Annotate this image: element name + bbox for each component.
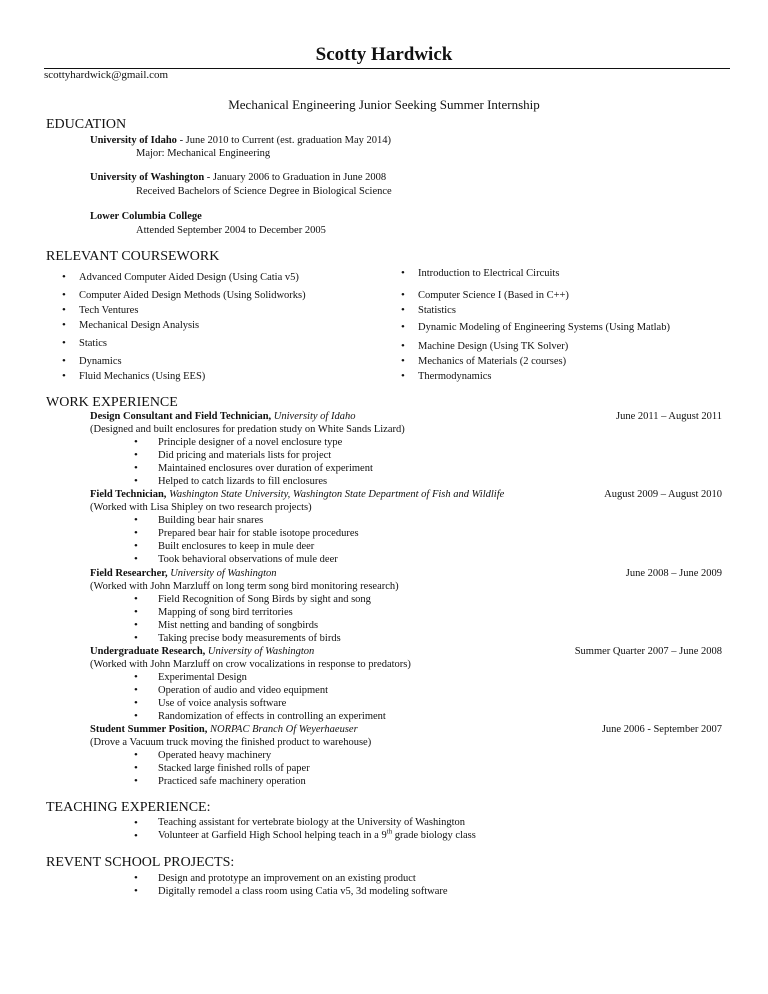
- bullet-icon: •: [134, 872, 138, 884]
- bullet-icon: •: [62, 337, 66, 349]
- course-item: Machine Design (Using TK Solver): [418, 341, 569, 352]
- bullet-icon: •: [62, 271, 66, 283]
- school-name: University of Idaho: [90, 135, 177, 146]
- job-organization: NORPAC Branch Of Weyerhaeuser: [207, 724, 358, 735]
- education-entry-3: [90, 211, 202, 222]
- bullet-icon: •: [401, 340, 405, 352]
- job-title-line: [90, 411, 355, 422]
- projects-heading: REVENT SCHOOL PROJECTS:: [46, 855, 235, 870]
- bullet-icon: •: [62, 370, 66, 382]
- bullet-icon: •: [134, 527, 138, 539]
- job-dates: June 2008 – June 2009: [625, 568, 722, 579]
- job-bullet: Principle designer of a novel enclosure type: [158, 437, 343, 448]
- job-bullet: Building bear hair snares: [158, 515, 264, 526]
- job-bullet: Use of voice analysis software: [158, 698, 287, 709]
- course-item: Fluid Mechanics (Using EES): [79, 371, 206, 382]
- job-bullet: Field Recognition of Song Birds by sight and song: [158, 594, 371, 605]
- bullet-icon: •: [62, 355, 66, 367]
- job-title: Design Consultant and Field Technician,: [90, 411, 272, 422]
- bullet-icon: •: [134, 762, 138, 774]
- bullet-icon: •: [134, 885, 138, 897]
- job-bullet: Mist netting and banding of songbirds: [158, 620, 319, 631]
- bullet-icon: •: [134, 632, 138, 644]
- email-address[interactable]: scottyhardwick@gmail.com: [44, 69, 169, 81]
- job-bullet: Stacked large finished rolls of paper: [158, 763, 310, 774]
- course-item: Computer Aided Design Methods (Using Solidworks): [79, 290, 306, 301]
- education-heading: EDUCATION: [46, 117, 127, 132]
- bullet-icon: •: [134, 593, 138, 605]
- resume-name: Scotty Hardwick: [315, 44, 453, 65]
- bullet-icon: •: [401, 370, 405, 382]
- teaching-text: grade biology class: [392, 830, 476, 841]
- school-detail: Major: Mechanical Engineering: [136, 148, 271, 159]
- course-item: Statistics: [418, 305, 456, 316]
- objective: Mechanical Engineering Junior Seeking Summer Internship: [228, 97, 540, 112]
- bullet-icon: •: [134, 710, 138, 722]
- work-heading: WORK EXPERIENCE: [46, 395, 178, 410]
- school-detail: Attended September 2004 to December 2005: [136, 225, 326, 236]
- course-item: Computer Science I (Based in C++): [418, 290, 569, 301]
- job-title: Field Technician,: [90, 489, 167, 500]
- bullet-icon: •: [134, 775, 138, 787]
- course-item: Mechanics of Materials (2 courses): [418, 356, 567, 367]
- job-dates: June 2006 - September 2007: [601, 724, 722, 735]
- bullet-icon: •: [401, 304, 405, 316]
- job-description: (Designed and built enclosures for predation study on White Sands Lizard): [90, 424, 405, 435]
- job-bullet: Did pricing and materials lists for project: [158, 450, 332, 461]
- bullet-icon: •: [134, 684, 138, 696]
- bullet-icon: •: [62, 304, 66, 316]
- school-detail: Received Bachelors of Science Degree in Biological Science: [136, 186, 392, 197]
- course-item: Dynamics: [79, 356, 122, 367]
- job-bullet: Prepared bear hair for stable isotope procedures: [158, 528, 359, 539]
- job-description: (Drove a Vacuum truck moving the finished product to warehouse): [90, 737, 372, 748]
- job-bullet: Helped to catch lizards to fill enclosures: [158, 476, 328, 487]
- job-organization: University of Washington: [167, 568, 277, 579]
- bullet-icon: •: [134, 697, 138, 709]
- course-item: Tech Ventures: [79, 305, 139, 316]
- superscript: th: [386, 827, 393, 836]
- project-item: Digitally remodel a class room using Catia v5, 3d modeling software: [158, 886, 448, 897]
- coursework-heading: RELEVANT COURSEWORK: [46, 249, 220, 264]
- bullet-icon: •: [401, 321, 405, 333]
- job-organization: Washington State University, Washington State Department of Fish and Wildlife: [166, 489, 505, 500]
- job-bullet: Experimental Design: [158, 672, 247, 683]
- job-bullet: Taking precise body measurements of birds: [158, 633, 341, 644]
- education-entry-2: [90, 172, 386, 183]
- job-bullet: Built enclosures to keep in mule deer: [158, 541, 315, 552]
- school-name: Lower Columbia College: [90, 211, 202, 222]
- course-item: Dynamic Modeling of Engineering Systems (Using Matlab): [418, 322, 670, 333]
- bullet-icon: •: [134, 514, 138, 526]
- job-title-line: [90, 724, 358, 735]
- school-dates: - January 2006 to Graduation in June 2008: [204, 172, 387, 183]
- bullet-icon: •: [134, 436, 138, 448]
- job-bullet: Operated heavy machinery: [158, 750, 272, 761]
- job-dates: Summer Quarter 2007 – June 2008: [574, 646, 722, 657]
- job-description: (Worked with John Marzluff on crow vocalizations in response to predators): [90, 659, 411, 670]
- bullet-icon: •: [134, 606, 138, 618]
- course-item: Introduction to Electrical Circuits: [418, 268, 560, 279]
- teaching-text: Volunteer at Garfield High School helping teach in a 9: [158, 830, 387, 841]
- teaching-item: Teaching assistant for vertebrate biology at the University of Washington: [158, 817, 466, 828]
- bullet-icon: •: [134, 817, 138, 829]
- project-item: Design and prototype an improvement on an existing product: [158, 873, 416, 884]
- bullet-icon: •: [134, 830, 138, 842]
- job-bullet: Took behavioral observations of mule deer: [158, 554, 338, 565]
- course-item: Advanced Computer Aided Design (Using Catia v5): [79, 272, 299, 283]
- job-description: (Worked with Lisa Shipley on two research projects): [90, 502, 312, 513]
- bullet-icon: •: [401, 267, 405, 279]
- bullet-icon: •: [134, 462, 138, 474]
- bullet-icon: •: [134, 749, 138, 761]
- job-bullet: Operation of audio and video equipment: [158, 685, 328, 696]
- job-title-line: [90, 489, 504, 500]
- bullet-icon: •: [134, 671, 138, 683]
- teaching-heading: TEACHING EXPERIENCE:: [46, 800, 211, 815]
- job-bullet: Practiced safe machinery operation: [158, 776, 306, 787]
- course-item: Statics: [79, 338, 107, 349]
- bullet-icon: •: [134, 449, 138, 461]
- job-organization: University of Idaho: [271, 411, 356, 422]
- bullet-icon: •: [134, 619, 138, 631]
- course-item: Thermodynamics: [418, 371, 492, 382]
- teaching-item: [158, 827, 476, 841]
- job-organization: University of Washington: [205, 646, 315, 657]
- bullet-icon: •: [62, 289, 66, 301]
- school-dates: - June 2010 to Current (est. graduation May 2014): [176, 135, 391, 146]
- school-name: University of Washington: [90, 172, 205, 183]
- bullet-icon: •: [401, 355, 405, 367]
- job-dates: August 2009 – August 2010: [604, 489, 722, 500]
- job-title-line: [90, 568, 277, 579]
- education-entry-1: [90, 135, 391, 146]
- job-bullet: Randomization of effects in controlling an experiment: [158, 711, 386, 722]
- bullet-icon: •: [134, 540, 138, 552]
- bullet-icon: •: [62, 319, 66, 331]
- bullet-icon: •: [401, 289, 405, 301]
- course-item: Mechanical Design Analysis: [79, 320, 200, 331]
- bullet-icon: •: [134, 475, 138, 487]
- job-title-line: [90, 646, 314, 657]
- bullet-icon: •: [134, 553, 138, 565]
- job-dates: June 2011 – August 2011: [616, 411, 722, 422]
- job-title: Student Summer Position,: [90, 724, 208, 735]
- job-bullet: Mapping of song bird territories: [158, 607, 293, 618]
- job-title: Field Researcher,: [90, 568, 168, 579]
- job-title: Undergraduate Research,: [90, 646, 206, 657]
- job-bullet: Maintained enclosures over duration of experiment: [158, 463, 373, 474]
- job-description: (Worked with John Marzluff on long term song bird monitoring research): [90, 581, 399, 592]
